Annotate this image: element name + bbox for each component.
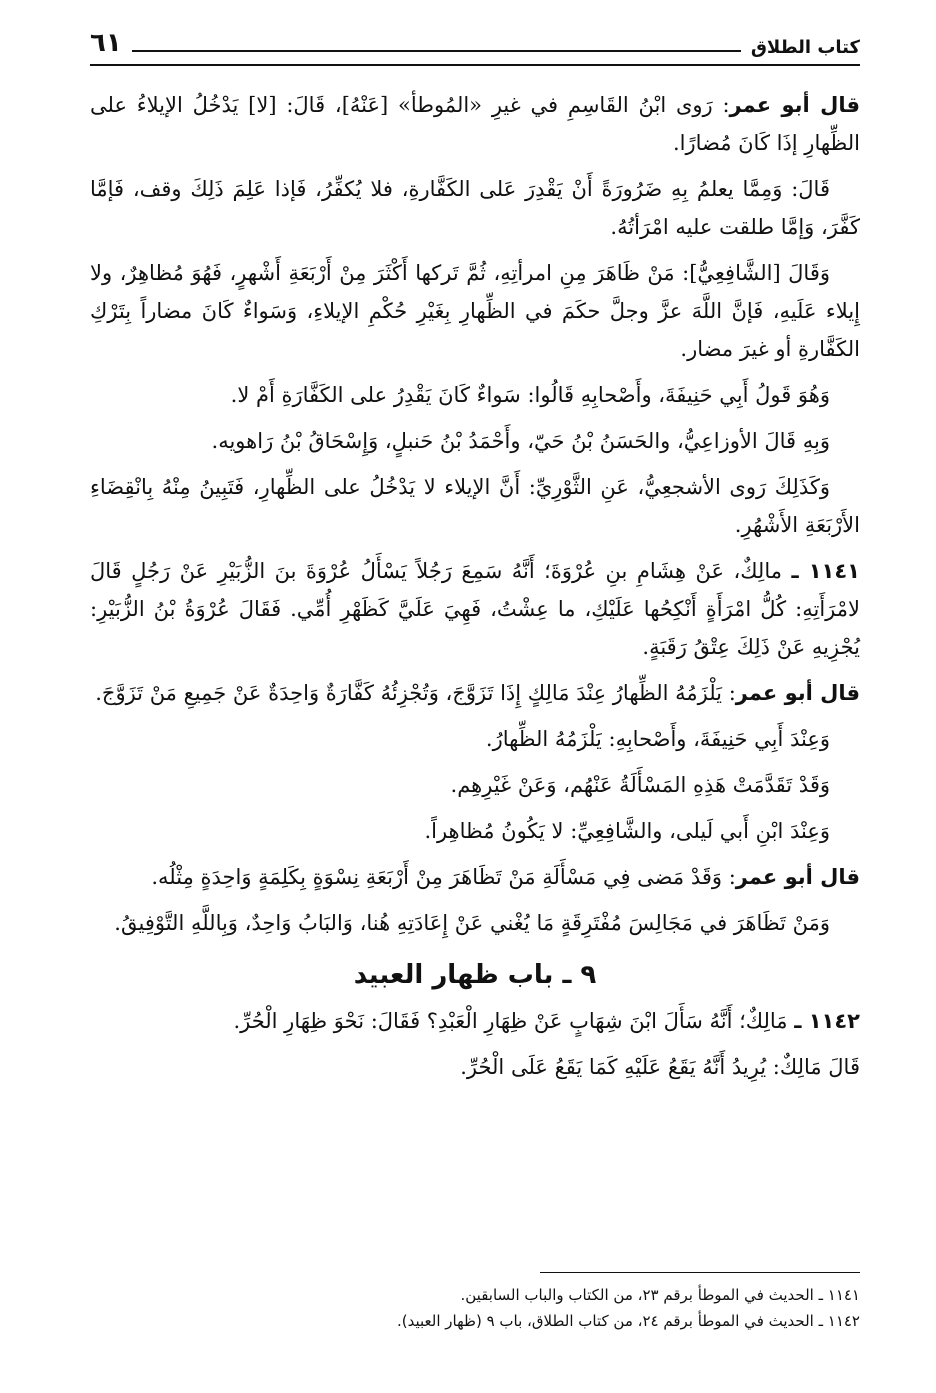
hadith-number: ١١٤١ ـ (791, 559, 860, 583)
paragraph-text: مالِكٌ، عَنْ هِشَامِ بنِ عُرْوَةَ؛ أَنَّهُ سَمِعَ رَجُلاً يَسْأَلُ عُرْوَةَ بنَ الزُّبَيْرِ عَنْ رَجُلٍ قَالَ لامْرَأَتِهِ: كُلُّ امْرَأَةٍ أَنْكِحُها عَلَيْكِ، ما عِشْتُ، فَهِيَ عَلَيَّ كَظَهْرِ أُمِّي. فَقَالَ عُرْوَةُ بْنُ الزُّبَيْرِ: يُجْزِيهِ عَنْ ذَلِكَ عِتْقُ رَقَبَةٍ. (90, 559, 860, 659)
paragraph-text: وَكَذَلِكَ رَوى الأشجعِيُّ، عَنِ الثَّوْرِيِّ: أَنَّ الإيلاء لا يَدْخُلُ على الظِّهارِ، فَتَبِينُ مِنْهُ بِانْقِضَاءِ الأَرْبَعَةِ الأَشْهُرِ. (90, 475, 860, 537)
paragraph-text: وَعِنْدَ أَبِي حَنِيفَةَ، وأَصْحابِهِ: يَلْزَمُهُ الظِّهارُ. (485, 727, 830, 751)
paragraph-text: مَالِكٌ؛ أَنَّهُ سَأَلَ ابْنَ شِهَابٍ عَنْ ظِهَارِ الْعَبْدِ؟ فَقَالَ: نَحْوَ ظِهَارِ الْحُرِّ. (233, 1009, 795, 1033)
header-divider (132, 50, 741, 52)
header-rule (90, 64, 860, 66)
paragraph-lead: قال أبو عمر (735, 865, 860, 889)
footnotes (90, 1282, 860, 1334)
book-title: كتاب الطلاق (750, 37, 860, 58)
paragraph-text: وَقَالَ [الشَّافِعِيُّ]: مَنْ ظَاهَرَ مِنِ امرأتِهِ، ثُمَّ تَركها أَكْثَرَ مِنْ أَرْبَعَةِ أَشْهرٍ، فَهُوَ مُظاهِرٌ، ولا إِيلاء عَلَيهِ، فَإنَّ اللَّهَ عزَّ وجلَّ حكَمَ في الظِّهارِ بِغَيْرِ حُكْمِ الإيلاءِ، وَسَواءٌ كَانَ مضاراً بِتَرْكِ الكَفَّارةِ أو غيرَ مضار. (90, 261, 860, 361)
paragraph (90, 376, 860, 414)
paragraph (90, 720, 860, 758)
paragraph (90, 766, 860, 804)
paragraph (90, 858, 860, 896)
page-body (90, 86, 860, 1094)
hadith-number: ١١٤٢ ـ (794, 1009, 860, 1033)
hadith-paragraph (90, 552, 860, 666)
paragraph-text: : يَلْزَمُهُ الظِّهارُ عِنْدَ مَالِكٍ إِذَا تَزَوَّجَ، وَتُجْزِئُهُ كَفَّارَةٌ وَاحِدَةٌ عَنْ جَمِيعِ مَنْ تَزَوَّجَ. (95, 681, 736, 705)
page-header (90, 18, 860, 58)
paragraph-lead: قال أبو عمر (735, 681, 860, 705)
paragraph-text: : رَوى ابْنُ القَاسِمِ في غيرِ «المُوطأ» [عَنْهُ]، قَالَ: [لا] يَدْخُلُ الإيلاءُ على الظِّهارِ إذَا كَانَ مُضارًا. (90, 93, 860, 155)
paragraph (90, 468, 860, 544)
paragraph-text: وَقَدْ تَقَدَّمَتْ هَذِهِ المَسْأَلَةُ عَنْهُم، وَعَنْ غَيْرِهِم. (450, 773, 830, 797)
paragraph-text: قَالَ مَالِكٌ: يُرِيدُ أَنَّهُ يَقَعُ عَلَيْهِ كَمَا يَقَعُ عَلَى الْحُرِّ. (460, 1055, 860, 1079)
paragraph-text: : وَقَدْ مَضى فِي مَسْأَلَةِ مَنْ تَظَاهَرَ مِنْ أَرْبَعَةِ نِسْوَةٍ بِكَلِمَةٍ وَاحِدَةٍ مِثْلُه. (151, 865, 736, 889)
paragraph (90, 812, 860, 850)
section-title: ٩ ـ باب ظهار العبيد (353, 960, 597, 990)
paragraph (90, 170, 860, 246)
book-page (90, 0, 860, 1393)
paragraph-text: وَهُوَ قَولُ أَبِي حَنِيفَةَ، وأَصْحابِهِ قَالُوا: سَواءٌ كَانَ يَقْدِرُ على الكَفَّارَةِ أَمْ لا. (230, 383, 830, 407)
paragraph-lead: قال أبو عمر (729, 93, 861, 117)
footnote: ١١٤٢ ـ الحديث في الموطأ برقم ٢٤، من كتاب الطلاق، باب ٩ (ظهار العبيد). (397, 1312, 860, 1330)
paragraph (90, 1048, 860, 1086)
footnote-divider (540, 1272, 860, 1273)
paragraph (90, 86, 860, 162)
paragraph (90, 422, 860, 460)
paragraph-text: وَعِنْدَ ابْنِ أَبي لَيلى، والشَّافِعِيِّ: لا يَكُونُ مُظاهِراً. (424, 819, 830, 843)
paragraph (90, 904, 860, 942)
paragraph-text: وَمَنْ تَظَاهَرَ في مَجَالِسَ مُفْتَرِقَةٍ مَا يُغْني عَنْ إِعَادَتِهِ هُنا، وَالبَابُ وَاحِدٌ، وَبِاللَّهِ التَّوْفِيقُ. (114, 911, 830, 935)
paragraph (90, 674, 860, 712)
hadith-paragraph (90, 1002, 860, 1040)
page-number: ٦١ (90, 28, 122, 58)
paragraph (90, 254, 860, 368)
paragraph-text: وَبِهِ قَالَ الأوزاعِيُّ، والحَسَنُ بْنُ حَيّ، وأَحْمَدُ بْنُ حَنبلٍ، وَإِسْحَاقُ بْنُ رَاهويه. (211, 429, 830, 453)
paragraph-text: قَالَ: وَمِمَّا يعلمُ بِهِ ضَرُورَةً أَنْ يَقْدِرَ عَلى الكَفَّارةِ، فلا يُكفِّرُ، فَإذا عَلِمَ ذَلِكَ وقف، فَإمَّا كَفَّرَ، وَإمَّا طلقت عليه امْرَأتُهُ. (90, 177, 860, 239)
footnote: ١١٤١ ـ الحديث في الموطأ برقم ٢٣، من الكتاب والباب السابقين. (460, 1286, 860, 1304)
